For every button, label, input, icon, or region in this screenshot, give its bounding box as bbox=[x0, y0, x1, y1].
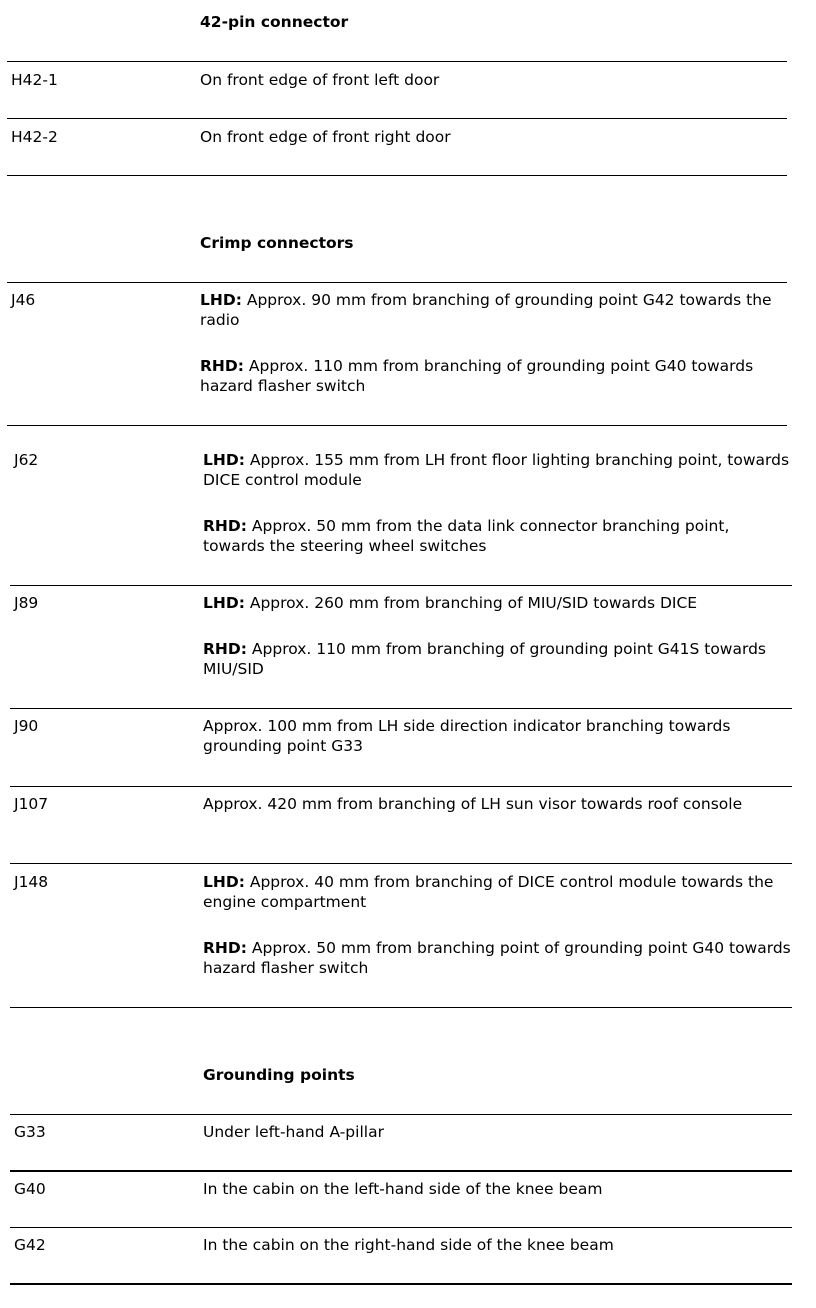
location-rhd bbox=[203, 938, 793, 978]
location-lhd bbox=[203, 593, 793, 613]
lhd-label: LHD: bbox=[200, 291, 242, 309]
location-text: Approx. 260 mm from branching of MIU/SID towards DICE bbox=[249, 594, 698, 612]
table-rule bbox=[10, 1114, 792, 1115]
section-heading-42-pin-connector: 42-pin connector bbox=[200, 13, 349, 31]
connector-code: J62 bbox=[14, 451, 39, 469]
location-lhd bbox=[203, 450, 793, 490]
connector-location bbox=[203, 872, 793, 978]
connector-code: H42-2 bbox=[11, 128, 58, 146]
grounding-code: G40 bbox=[14, 1180, 46, 1198]
connector-code: J148 bbox=[14, 873, 49, 891]
connector-location bbox=[203, 794, 763, 814]
section-heading-crimp-connectors: Crimp connectors bbox=[200, 234, 354, 252]
location-rhd bbox=[203, 639, 793, 679]
table-rule bbox=[10, 786, 792, 787]
connector-code: J107 bbox=[14, 795, 49, 813]
connector-code: J90 bbox=[14, 717, 39, 735]
connector-location bbox=[200, 290, 785, 396]
lhd-label: LHD: bbox=[203, 873, 245, 891]
location-text: In the cabin on the right-hand side of the knee beam bbox=[203, 1236, 614, 1254]
table-rule bbox=[10, 1283, 792, 1285]
rhd-label: RHD: bbox=[203, 939, 247, 957]
location-rhd bbox=[200, 356, 785, 396]
grounding-code: G33 bbox=[14, 1123, 46, 1141]
connector-location bbox=[203, 716, 793, 756]
location-text: Under left-hand A-pillar bbox=[203, 1123, 384, 1141]
connector-location bbox=[203, 593, 793, 679]
connector-location bbox=[200, 70, 785, 90]
table-rule bbox=[7, 175, 787, 176]
location-text: Approx. 110 mm from branching of grounding point G41S towards MIU/SID bbox=[203, 640, 766, 678]
location-text: On front edge of front left door bbox=[200, 71, 440, 89]
location-text: Approx. 155 mm from LH front floor lighting branching point, towards DICE control module bbox=[203, 451, 790, 489]
location-text: Approx. 110 mm from branching of grounding point G40 towards hazard flasher switch bbox=[200, 357, 754, 395]
table-rule bbox=[10, 1170, 792, 1172]
table-rule bbox=[7, 425, 787, 426]
table-rule bbox=[10, 708, 792, 709]
location-text: Approx. 50 mm from the data link connector branching point, towards the steering wheel switches bbox=[203, 517, 730, 555]
rhd-label: RHD: bbox=[200, 357, 244, 375]
lhd-label: LHD: bbox=[203, 451, 245, 469]
table-rule bbox=[10, 585, 792, 586]
location-text: In the cabin on the left-hand side of the knee beam bbox=[203, 1180, 603, 1198]
location-text: Approx. 420 mm from branching of LH sun visor towards roof console bbox=[203, 795, 743, 813]
connector-code: J46 bbox=[11, 291, 36, 309]
grounding-location bbox=[203, 1122, 793, 1142]
location-text: On front edge of front right door bbox=[200, 128, 451, 146]
location-lhd bbox=[203, 872, 793, 912]
location-text: Approx. 100 mm from LH side direction indicator branching towards grounding point G33 bbox=[203, 717, 731, 755]
grounding-code: G42 bbox=[14, 1236, 46, 1254]
section-heading-grounding-points: Grounding points bbox=[203, 1066, 355, 1084]
grounding-location bbox=[203, 1235, 793, 1255]
connector-code: H42-1 bbox=[11, 71, 58, 89]
rhd-label: RHD: bbox=[203, 640, 247, 658]
table-rule bbox=[7, 282, 787, 283]
lhd-label: LHD: bbox=[203, 594, 245, 612]
table-rule bbox=[7, 61, 787, 62]
table-rule bbox=[10, 1227, 792, 1228]
rhd-label: RHD: bbox=[203, 517, 247, 535]
table-rule bbox=[10, 863, 792, 864]
table-rule bbox=[7, 118, 787, 119]
connector-location bbox=[203, 450, 793, 556]
location-text: Approx. 90 mm from branching of grounding point G42 towards the radio bbox=[200, 291, 772, 329]
connector-location bbox=[200, 127, 785, 147]
location-text: Approx. 40 mm from branching of DICE control module towards the engine compartment bbox=[203, 873, 774, 911]
connector-code: J89 bbox=[14, 594, 39, 612]
grounding-location bbox=[203, 1179, 793, 1199]
location-text: Approx. 50 mm from branching point of grounding point G40 towards hazard flasher switch bbox=[203, 939, 791, 977]
location-rhd bbox=[203, 516, 793, 556]
location-lhd bbox=[200, 290, 785, 330]
table-rule bbox=[10, 1007, 792, 1008]
